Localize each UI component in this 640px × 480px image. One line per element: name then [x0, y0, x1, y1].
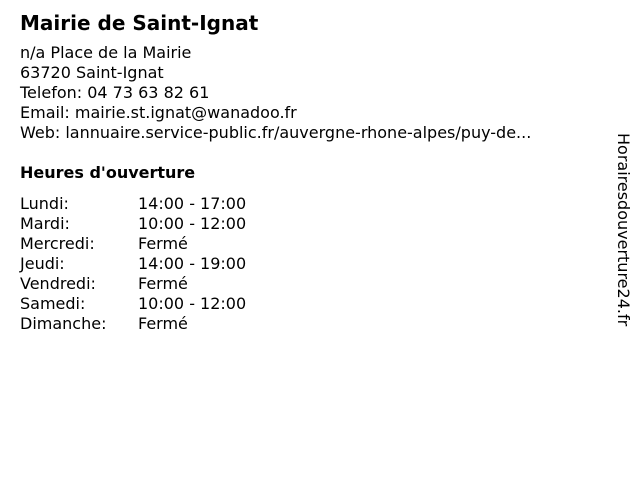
day-label: Dimanche:: [20, 314, 107, 333]
hours-row-tuesday: [20, 214, 246, 234]
hours-row-friday: [20, 274, 246, 294]
hours-row-saturday: [20, 294, 246, 314]
opening-hours-heading: Heures d'ouverture: [20, 163, 196, 182]
day-label: Mardi:: [20, 214, 70, 233]
day-label: Jeudi:: [20, 254, 65, 273]
hours-row-wednesday: [20, 234, 246, 254]
website-link[interactable]: Web: lannuaire.service-public.fr/auvergne-rhone-alpes/puy-de...: [20, 123, 532, 142]
brand-watermark[interactable]: Horairesdouverture24.fr: [614, 133, 633, 327]
postal-city: 63720 Saint-Ignat: [20, 63, 164, 82]
hours-row-thursday: [20, 254, 246, 274]
day-hours: Fermé: [138, 274, 188, 293]
phone-number[interactable]: Telefon: 04 73 63 82 61: [20, 83, 210, 102]
day-hours: 10:00 - 12:00: [138, 294, 247, 313]
day-hours: 14:00 - 19:00: [138, 254, 247, 273]
hours-row-sunday: [20, 314, 246, 334]
street-address: n/a Place de la Mairie: [20, 43, 192, 62]
day-hours: Fermé: [138, 234, 188, 253]
day-label: Vendredi:: [20, 274, 96, 293]
email-link[interactable]: Email: mairie.st.ignat@wanadoo.fr: [20, 103, 297, 122]
hours-row-monday: [20, 194, 246, 214]
page-title: Mairie de Saint-Ignat: [20, 11, 259, 35]
day-hours: 14:00 - 17:00: [138, 194, 247, 213]
day-hours: Fermé: [138, 314, 188, 333]
day-hours: 10:00 - 12:00: [138, 214, 247, 233]
day-label: Lundi:: [20, 194, 69, 213]
address-block: [20, 43, 531, 143]
opening-hours-table: [20, 194, 246, 334]
day-label: Mercredi:: [20, 234, 95, 253]
day-label: Samedi:: [20, 294, 86, 313]
